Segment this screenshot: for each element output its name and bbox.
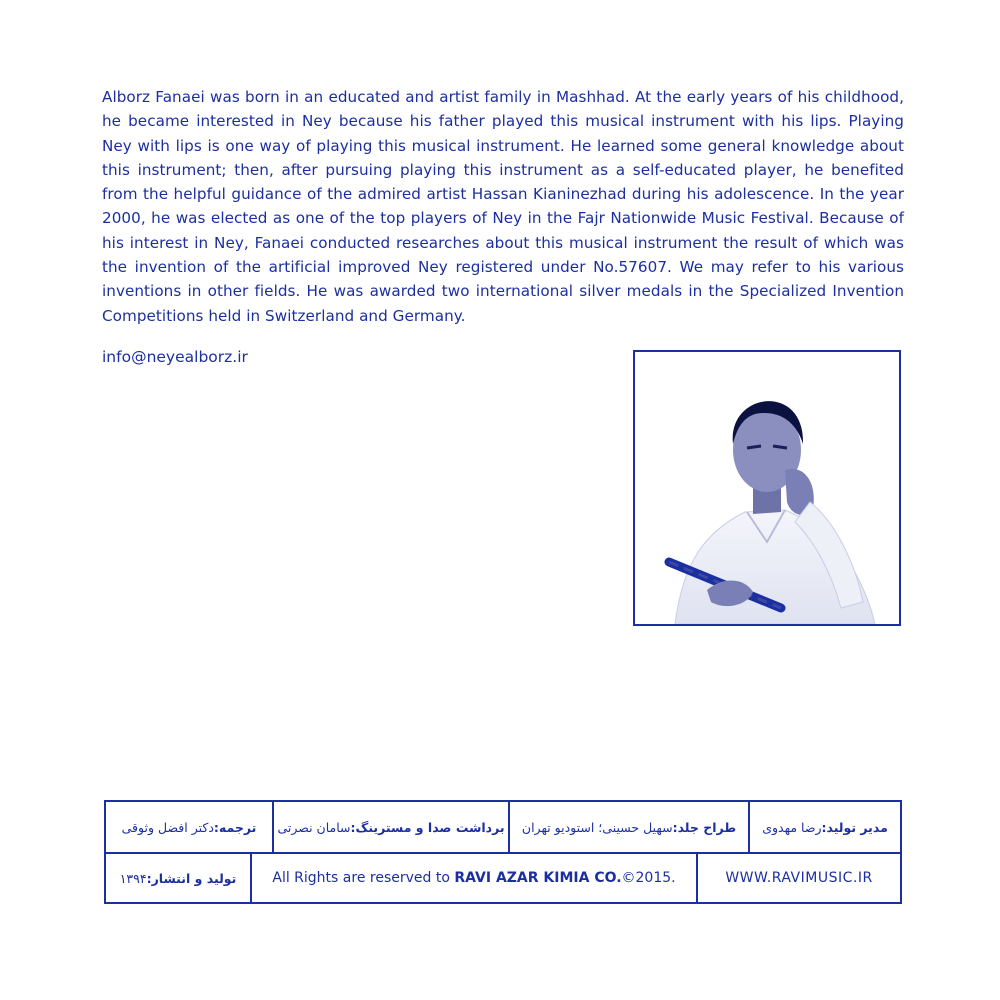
rights-company: RAVI AZAR KIMIA CO.: [454, 870, 622, 886]
rights-notice: [250, 854, 696, 902]
credit-production-manager-label: مدیر تولید:: [821, 819, 888, 835]
credit-cover-designer-label: طراح جلد:: [672, 819, 737, 835]
credit-production-year: [106, 854, 250, 902]
credit-recording: [272, 802, 508, 852]
credit-recording-value: سامان نصرتی: [277, 819, 351, 835]
credit-production-year-label: تولید و انتشار:: [146, 870, 237, 886]
credit-cover-designer: [508, 802, 748, 852]
credit-production-manager-value: رضا مهدوی: [762, 819, 822, 835]
credit-cover-designer-value: سهیل حسینی؛ استودیو تهران: [521, 819, 673, 835]
rights-prefix: All Rights are reserved to: [272, 870, 455, 886]
credits-table: [104, 800, 902, 904]
credit-translation: [106, 802, 272, 852]
artist-photo: [633, 350, 901, 626]
credit-translation-label: ترجمه:: [213, 819, 257, 835]
biography-paragraph: Alborz Fanaei was born in an educated and artist family in Mashhad. At the early years of his childhood, he became interested in Ney because his father played this musical instrument with his lips. Playing Ney with lips is one way of playing this musical instrument. He learned some general knowledge about this instrument; then, after pursuing playing this instrument as a self-educated player, he benefited from the helpful guidance of the admired artist Hassan Kianinezhad during his adolescence. In the year 2000, he was elected as one of the top players of Ney in the Fajr Nationwide Music Festival. Because of his interest in Ney, Fanaei conducted researches about this musical instrument the result of which was the invention of the artificial improved Ney registered under No.57607. We may refer to his various inventions in other fields. He was awarded two international silver medals in the Specialized Invention Competitions held in Switzerland and Germany.: [102, 88, 904, 325]
rights-suffix: ©2015.: [621, 870, 676, 886]
credits-row-top: [106, 802, 900, 854]
credit-production-year-value: ۱۳۹۴: [119, 870, 147, 886]
credit-recording-label: برداشت صدا و مسترینگ:: [350, 819, 505, 835]
ney-player-photo-illustration: [635, 352, 899, 624]
credit-translation-value: دکتر افضل وثوقی: [121, 819, 214, 835]
website-link[interactable]: WWW.RAVIMUSIC.IR: [696, 854, 900, 902]
credits-row-bottom: [106, 854, 900, 902]
contact-email[interactable]: info@neyealborz.ir: [102, 348, 248, 366]
credit-production-manager: [748, 802, 900, 852]
